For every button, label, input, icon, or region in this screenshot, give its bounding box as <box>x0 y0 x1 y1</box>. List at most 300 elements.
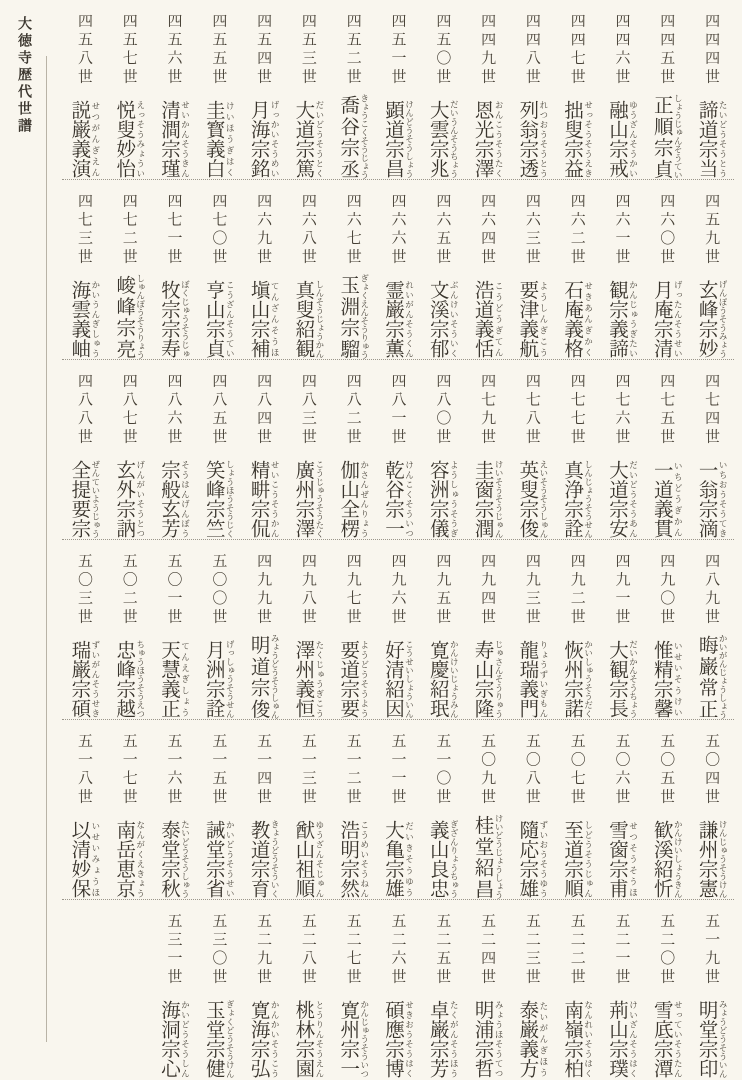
generation-number: 四九九世 <box>255 553 274 627</box>
abbot-name-ruby <box>158 640 190 718</box>
abbot-name-furigana: いちどうぎかん <box>672 460 683 538</box>
abbot-name-kanji: 精畊宗侃 <box>247 460 271 538</box>
abbot-name-kanji: 明道宗俊 <box>247 634 271 719</box>
abbot-name <box>203 460 234 538</box>
generation-number: 四八二世 <box>344 373 363 447</box>
abbot-entry <box>600 553 645 719</box>
abbot-name-kanji: 容洲宗儀 <box>426 460 450 538</box>
abbot-entry <box>644 13 689 179</box>
abbot-name <box>159 460 190 538</box>
generation-number: 四五一世 <box>389 13 408 87</box>
abbot-entry <box>286 373 331 539</box>
abbot-name <box>69 100 100 178</box>
abbot-name-kanji: 文溪宗郁 <box>426 280 450 358</box>
abbot-entry <box>510 13 555 179</box>
generation-number: 四四四世 <box>703 13 722 87</box>
abbot-name-kanji: 寛海宗弘 <box>247 1000 271 1078</box>
abbot-name-ruby <box>292 280 324 358</box>
abbot-name-kanji: 亨山宗貞 <box>202 280 226 358</box>
generation-number: 四七二世 <box>120 193 139 267</box>
abbot-entry <box>510 913 555 1080</box>
abbot-entry <box>644 733 689 899</box>
generation-row <box>62 900 734 1080</box>
abbot-name <box>517 460 548 538</box>
abbot-name-kanji: 月洲宗詮 <box>202 640 226 718</box>
abbot-name-kanji: 要道宗要 <box>337 640 361 718</box>
abbot-name <box>159 100 190 178</box>
generation-number: 四七〇世 <box>210 193 229 267</box>
generation-number: 五一三世 <box>299 733 318 807</box>
abbot-name-kanji: 顕道宗昌 <box>381 100 405 178</box>
abbot-name-furigana: たくじゅうぎこう <box>313 640 324 718</box>
abbot-entry <box>376 373 421 539</box>
abbot-entry <box>241 913 286 1080</box>
abbot-name-ruby <box>561 640 593 718</box>
abbot-entry <box>196 373 241 539</box>
abbot-name-ruby <box>68 460 100 538</box>
generation-number: 四四八世 <box>523 13 542 87</box>
abbot-name-furigana: かんけいじょうみん <box>448 640 459 718</box>
abbot-entry <box>465 13 510 179</box>
abbot-name-kanji: 晦巌常正 <box>695 634 719 719</box>
abbot-name-kanji: 寛慶紹珉 <box>426 640 450 718</box>
abbot-name-furigana: おんこうそうたく <box>493 100 504 178</box>
abbot-name-furigana: ぜんていようじゅう <box>89 460 100 538</box>
abbot-name <box>607 820 638 898</box>
abbot-name-kanji: 廣州宗澤 <box>292 460 316 538</box>
abbot-name <box>696 820 727 898</box>
abbot-name-furigana: せつそうそうほ <box>627 820 638 898</box>
abbot-name-furigana: ぎざんりょうちゅう <box>448 820 459 898</box>
abbot-name-ruby <box>292 100 324 178</box>
abbot-name-ruby <box>471 460 504 538</box>
generation-number: 五〇八世 <box>523 733 542 807</box>
abbot-entry <box>241 553 286 719</box>
generation-number: 四七八世 <box>523 373 542 447</box>
generation-number: 四九八世 <box>299 553 318 627</box>
abbot-name <box>114 640 145 718</box>
abbot-name <box>517 820 548 898</box>
generation-number: 四九五世 <box>434 553 453 627</box>
abbot-name-furigana: ちゅうほうそうえつ <box>134 640 145 718</box>
abbot-entry <box>107 193 152 359</box>
abbot-name-furigana: いせいみょうほ <box>89 820 100 898</box>
abbot-entry <box>107 373 152 539</box>
generation-number: 四八一世 <box>389 373 408 447</box>
abbot-entry <box>420 733 465 899</box>
abbot-name <box>472 640 503 718</box>
abbot-name-kanji: 笑峰宗竺 <box>202 460 226 538</box>
generation-number: 四五〇世 <box>434 13 453 87</box>
abbot-entry <box>420 913 465 1080</box>
abbot-entry <box>376 733 421 899</box>
abbot-name-furigana: とうりんそうえん <box>313 1000 324 1078</box>
abbot-name-furigana: けいざんそうはく <box>627 1000 638 1078</box>
abbot-entry <box>644 193 689 359</box>
abbot-entry <box>62 553 107 719</box>
abbot-name-kanji: 圭窗宗潤 <box>471 460 495 538</box>
abbot-name <box>472 460 503 538</box>
generation-number: 五〇九世 <box>479 733 498 807</box>
generation-number: 五二七世 <box>344 913 363 987</box>
abbot-name <box>203 100 234 178</box>
generation-number: 四六八世 <box>299 193 318 267</box>
abbot-name-kanji: 玄峰宗妙 <box>695 280 719 358</box>
abbot-name-furigana: げっかいそうめい <box>269 100 280 178</box>
abbot-entry <box>286 553 331 719</box>
abbot-name-ruby <box>381 100 414 178</box>
generation-number: 四九一世 <box>613 553 632 627</box>
abbot-name <box>383 280 414 358</box>
abbot-name-ruby <box>516 820 548 898</box>
abbot-entry <box>465 553 510 719</box>
abbot-name-kanji: 誡堂宗省 <box>202 820 226 898</box>
abbot-name-kanji: 悦叟妙怡 <box>113 100 137 178</box>
generation-number: 五〇二世 <box>120 553 139 627</box>
generation-number: 四九〇世 <box>658 553 677 627</box>
abbot-entry <box>286 193 331 359</box>
abbot-name-kanji: 澤州義恒 <box>292 640 316 718</box>
generation-number: 五〇七世 <box>568 733 587 807</box>
abbot-name-kanji: 塡山宗補 <box>247 280 271 358</box>
abbot-name <box>69 460 100 538</box>
abbot-name-furigana: こうめいそうねん <box>358 820 369 898</box>
abbot-name <box>562 100 593 178</box>
abbot-name <box>427 100 458 178</box>
abbot-name-furigana: かいどうそうせい <box>224 820 235 898</box>
abbot-name-kanji: 融山宗戒 <box>605 100 629 178</box>
abbot-name <box>248 460 279 538</box>
abbot-name-furigana: じゅさんそうりゅう <box>493 640 504 718</box>
abbot-name-ruby <box>381 460 414 538</box>
abbot-name-furigana: だいきそうゆう <box>403 820 414 898</box>
abbot-name-furigana: かんかいそうこう <box>269 1000 280 1078</box>
abbot-name-furigana: かんじゅうそういつ <box>358 1000 369 1078</box>
abbot-name-furigana: ゆうざんそうかい <box>627 100 638 178</box>
abbot-entry <box>689 13 734 179</box>
abbot-entry <box>62 193 107 359</box>
generation-number: 四九四世 <box>479 553 498 627</box>
abbot-name-ruby <box>158 100 190 178</box>
abbot-entry <box>465 913 510 1080</box>
abbot-entry <box>376 193 421 359</box>
generation-number: 四七三世 <box>75 193 94 267</box>
abbot-name <box>338 1000 369 1078</box>
abbot-name-ruby <box>561 280 593 358</box>
abbot-name-kanji: 圭寳義白 <box>202 100 226 178</box>
abbot-entry <box>107 733 152 899</box>
generation-number: 四五六世 <box>165 13 184 87</box>
abbot-name <box>69 280 100 358</box>
abbot-entry <box>152 373 197 539</box>
abbot-name-kanji: 瑞巌宗碩 <box>68 640 92 718</box>
abbot-name-kanji: 桂堂紹昌 <box>471 814 495 899</box>
abbot-name-furigana: けいそうそうじゅん <box>493 460 504 538</box>
generation-number: 五一〇世 <box>434 733 453 807</box>
abbot-name-furigana: こうどうぎてん <box>493 280 504 358</box>
generation-row <box>62 180 734 360</box>
abbot-name-ruby <box>247 100 280 178</box>
abbot-name <box>248 100 279 178</box>
abbot-entry <box>241 733 286 899</box>
generation-number: 四九七世 <box>344 553 363 627</box>
abbot-name-furigana: げっしゅうそうせん <box>224 640 235 718</box>
abbot-name <box>159 640 190 718</box>
abbot-entry <box>510 193 555 359</box>
generation-number: 五一四世 <box>255 733 274 807</box>
abbot-name <box>517 640 548 718</box>
generation-number: 四八四世 <box>255 373 274 447</box>
abbot-entry <box>376 913 421 1080</box>
abbot-name-ruby <box>605 1000 638 1078</box>
abbot-entry <box>420 373 465 539</box>
abbot-name-furigana: たくがんそうほう <box>448 1000 459 1078</box>
abbot-name-furigana: たいどうそうしゅう <box>179 820 190 898</box>
abbot-entry <box>152 553 197 719</box>
abbot-name <box>159 280 190 358</box>
abbot-name-kanji: 伽山全楞 <box>337 460 361 538</box>
abbot-name-furigana: りょうずいぎもん <box>537 640 548 718</box>
abbot-name-ruby <box>113 460 145 538</box>
abbot-name-furigana: かいがんじょうしょう <box>717 634 728 719</box>
generation-number: 四五八世 <box>75 13 94 87</box>
abbot-name <box>69 820 100 898</box>
abbot-name-kanji: 卓巌宗芳 <box>426 1000 450 1078</box>
abbot-name-ruby <box>247 460 280 538</box>
abbot-name-kanji: 恩光宗澤 <box>471 100 495 178</box>
abbot-name-furigana: しどうそうじゅん <box>582 820 593 898</box>
abbot-name-furigana: きょうこくそうじょう <box>358 94 369 179</box>
abbot-name-ruby <box>381 640 414 718</box>
abbot-name-ruby <box>158 280 190 358</box>
abbot-name-furigana: せいかんそうきん <box>179 100 190 178</box>
abbot-name-furigana: けんどうそうしょう <box>403 100 414 178</box>
abbot-name-ruby <box>650 94 683 179</box>
abbot-name-furigana: せつがんぎえん <box>89 100 100 178</box>
abbot-entry <box>331 13 376 179</box>
abbot-name <box>607 460 638 538</box>
abbot-name-ruby <box>695 1000 728 1078</box>
generation-number: 五一二世 <box>344 733 363 807</box>
abbot-name-furigana: みょうどうそういん <box>717 1000 728 1078</box>
abbot-name-kanji: 玉堂宗健 <box>202 1000 226 1078</box>
abbot-name <box>427 820 458 898</box>
abbot-name-kanji: 雪窗宗甫 <box>605 820 629 898</box>
abbot-name-furigana: けんじゅうそうけん <box>717 820 728 898</box>
abbot-name-furigana: ようどうそうよう <box>358 640 369 718</box>
abbot-entry <box>241 13 286 179</box>
abbot-name-furigana: ずいおうそうゆう <box>537 820 548 898</box>
abbot-entry <box>555 913 600 1080</box>
abbot-name-furigana: えっそうみょうい <box>134 100 145 178</box>
abbot-name <box>562 640 593 718</box>
abbot-name-furigana: げったんそうせい <box>672 280 683 358</box>
abbot-name-kanji: 碩應宗博 <box>381 1000 405 1078</box>
generation-number: 五〇三世 <box>75 553 94 627</box>
abbot-name-furigana: せっていそうたん <box>672 1000 683 1078</box>
abbot-name <box>472 100 503 178</box>
generation-number: 五二〇世 <box>658 913 677 987</box>
abbot-name-kanji: 月海宗銘 <box>247 100 271 178</box>
abbot-name <box>159 1000 190 1078</box>
abbot-name-kanji: 恢州宗諾 <box>561 640 585 718</box>
abbot-name-ruby <box>695 460 728 538</box>
generation-number: 五一六世 <box>165 733 184 807</box>
abbot-entry <box>689 193 734 359</box>
abbot-name <box>517 1000 548 1078</box>
abbot-name-furigana: しゅんぽうそうりょう <box>134 274 145 359</box>
abbot-name-furigana: けんこくそういつ <box>403 460 414 538</box>
abbot-name-kanji: 拙叟宗益 <box>561 100 585 178</box>
abbot-name-ruby <box>516 640 548 718</box>
abbot-name-kanji: 雪底宗潭 <box>650 1000 674 1078</box>
abbot-name-ruby <box>68 100 100 178</box>
generation-number: 五二五世 <box>434 913 453 987</box>
abbot-name-ruby <box>426 640 459 718</box>
generation-number: 四九三世 <box>523 553 542 627</box>
abbot-entry <box>241 373 286 539</box>
abbot-entry <box>152 193 197 359</box>
abbot-entry <box>510 553 555 719</box>
abbot-name-kanji: 一道義貫 <box>650 460 674 538</box>
abbot-name-kanji: 大道宗篤 <box>292 100 316 178</box>
generation-number: 四六四世 <box>479 193 498 267</box>
abbot-name-kanji: 泰巌義方 <box>516 1000 540 1078</box>
abbot-name-furigana: ずいがんそうせき <box>89 640 100 718</box>
abbot-name-furigana: しょうほうそうじく <box>224 460 235 538</box>
abbot-entry <box>152 913 197 1080</box>
abbot-name <box>517 280 548 358</box>
abbot-entry <box>196 913 241 1080</box>
abbot-name-ruby <box>113 274 145 359</box>
abbot-name <box>562 460 593 538</box>
abbot-name-ruby <box>337 820 369 898</box>
abbot-name-ruby <box>516 460 548 538</box>
generation-number: 五〇一世 <box>165 553 184 627</box>
abbot-entry <box>555 193 600 359</box>
abbot-entry <box>644 913 689 1080</box>
generation-number: 四六九世 <box>255 193 274 267</box>
abbot-name-ruby <box>516 280 548 358</box>
generation-number: 五二二世 <box>568 913 587 987</box>
abbot-name <box>383 820 414 898</box>
abbot-name-kanji: 諦道宗当 <box>695 100 719 178</box>
abbot-entry <box>376 553 421 719</box>
abbot-name-ruby <box>426 1000 459 1078</box>
generation-number: 四八七世 <box>120 373 139 447</box>
abbot-name <box>427 1000 458 1078</box>
abbot-name-ruby <box>426 460 459 538</box>
abbot-name <box>203 640 234 718</box>
abbot-entry <box>331 373 376 539</box>
abbot-entry <box>286 13 331 179</box>
abbot-name <box>562 280 593 358</box>
generation-number: 四七四世 <box>703 373 722 447</box>
abbot-name-kanji: 龍瑞義門 <box>516 640 540 718</box>
generation-number: 五一五世 <box>210 733 229 807</box>
abbot-name-kanji: 浩道義恬 <box>471 280 495 358</box>
abbot-name-kanji: 義山良忠 <box>426 820 450 898</box>
abbot-name-kanji: 謙州宗憲 <box>695 820 719 898</box>
generation-number: 五〇〇世 <box>210 553 229 627</box>
page-title: 大徳寺歴代世譜 <box>16 16 32 135</box>
generation-number: 五一八世 <box>75 733 94 807</box>
abbot-name-furigana: てんざんそうほ <box>269 280 280 358</box>
generation-number: 四五九世 <box>703 193 722 267</box>
abbot-name <box>338 820 369 898</box>
abbot-entry <box>465 373 510 539</box>
abbot-name-ruby <box>202 1000 235 1078</box>
abbot-name-ruby <box>561 100 593 178</box>
abbot-name-furigana: かいしゅうそうだく <box>582 640 593 718</box>
abbot-entry <box>241 193 286 359</box>
generation-number: 五一七世 <box>120 733 139 807</box>
generation-number: 四四七世 <box>568 13 587 87</box>
abbot-name-kanji: 峻峰宗亮 <box>113 274 137 359</box>
generation-number: 四五七世 <box>120 13 139 87</box>
generation-number: 四六一世 <box>613 193 632 267</box>
generation-number: 四六七世 <box>344 193 363 267</box>
abbot-name-furigana: けいほうぎはく <box>224 100 235 178</box>
generation-number: 四八〇世 <box>434 373 453 447</box>
generation-number: 五〇六世 <box>613 733 632 807</box>
abbot-name-ruby <box>471 280 504 358</box>
abbot-name-kanji: 観宗義諦 <box>605 280 629 358</box>
abbot-name-ruby <box>471 814 504 899</box>
abbot-name <box>383 640 414 718</box>
generation-number: 五二八世 <box>299 913 318 987</box>
abbot-name <box>427 280 458 358</box>
abbot-name-ruby <box>471 1000 504 1078</box>
abbot-name-kanji: 惟精宗馨 <box>650 640 674 718</box>
abbot-name-kanji: 海洞宗心 <box>158 1000 181 1078</box>
abbot-name-ruby <box>605 460 638 538</box>
abbot-name-kanji: 猷山祖順 <box>292 820 316 898</box>
abbot-name <box>562 1000 593 1078</box>
generation-number: 五二三世 <box>523 913 542 987</box>
generation-number: 五〇五世 <box>658 733 677 807</box>
generation-number: 四四五世 <box>658 13 677 87</box>
generation-number: 四八五世 <box>210 373 229 447</box>
abbot-name-furigana: しんそうじょうかん <box>313 280 324 358</box>
abbot-name-ruby <box>650 820 683 898</box>
abbot-name-ruby <box>202 460 235 538</box>
abbot-name-furigana: かんけいしょうきん <box>672 820 683 898</box>
abbot-name-furigana: こうざんそうてい <box>224 280 235 358</box>
abbot-name <box>159 820 190 898</box>
abbot-name <box>607 640 638 718</box>
abbot-name-ruby <box>561 820 593 898</box>
abbot-entry <box>420 13 465 179</box>
abbot-name-kanji: 明堂宗印 <box>695 1000 719 1078</box>
abbot-name-ruby <box>247 820 280 898</box>
abbot-name-furigana: ぶんけいそういく <box>448 280 459 358</box>
abbot-name-ruby <box>68 280 100 358</box>
abbot-entry <box>600 373 645 539</box>
abbot-entry <box>286 913 331 1080</box>
abbot-name-kanji: 喬谷宗丞 <box>337 94 361 179</box>
abbot-entry <box>555 553 600 719</box>
abbot-entry <box>107 13 152 179</box>
abbot-name-ruby <box>337 94 369 179</box>
generation-row <box>62 720 734 900</box>
abbot-name-ruby <box>605 820 638 898</box>
abbot-name-furigana: せきあんぎかく <box>582 280 593 358</box>
abbot-name-ruby <box>471 640 504 718</box>
abbot-name-kanji: 大観宗長 <box>605 640 629 718</box>
abbot-name <box>203 280 234 358</box>
generation-number: 四七一世 <box>165 193 184 267</box>
